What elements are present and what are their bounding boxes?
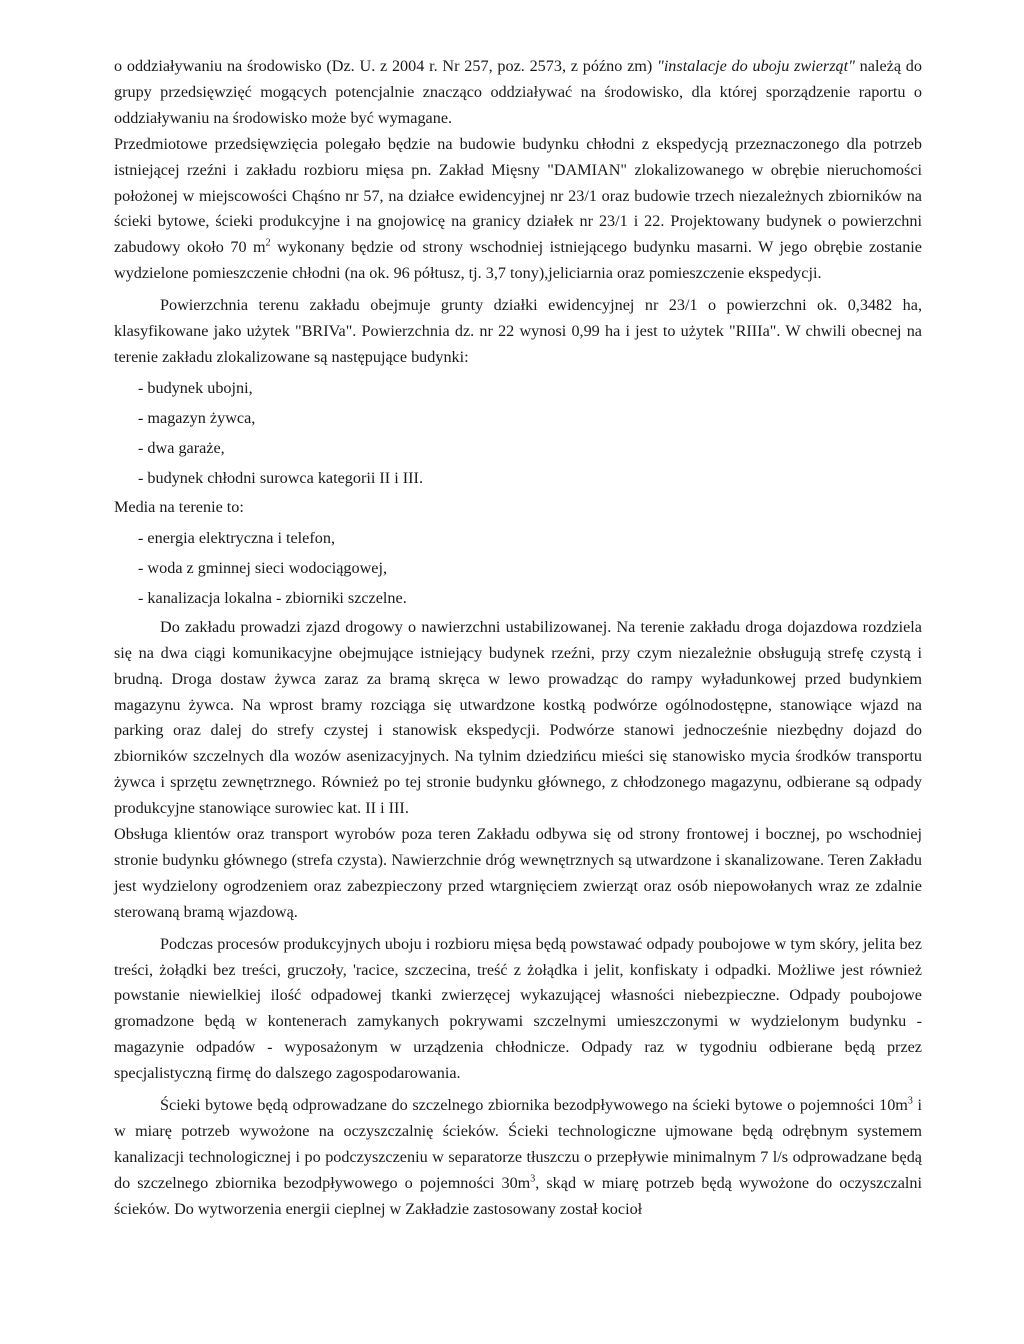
text-span: i w miarę potrzeb wywożone na oczyszczalnię ścieków. Ścieki technologiczne ujmowane będą odrębnym systemem kanalizacji technologicznej i po podczyszczeniu w separatorze tłuszczu o przepływie minimalnym 7 l/s odprowadzane będą do szczelnego zbiornika bezodpływowego o pojemności 30m — [114, 1096, 922, 1192]
text-span: o oddziaływaniu na środowisko (Dz. U. z 2004 r. Nr 257, poz. 2573, z późno zm) — [114, 57, 658, 75]
paragraph-site-area: Powierzchnia terenu zakładu obejmuje grunty działki ewidencyjnej nr 23/1 o powierzchni ok. 0,3482 ha, klasyfikowane jako użytek "BRIVa". Powierzchnia dz. nr 22 wynosi 0,99 ha i jest to użytek "RIIIa". W chwili obecnej na terenie zakładu zlokalizowane są następujące budynki: — [114, 296, 922, 366]
media-list — [138, 523, 922, 613]
list-item: - dwa garaże, — [138, 438, 225, 457]
list-item: - budynek chłodni surowca kategorii II i III. — [138, 468, 423, 487]
text-span: Ścieki bytowe będą odprowadzane do szczelnego zbiornika bezodpływowego na ścieki bytowe o pojemności 10m — [160, 1096, 908, 1115]
buildings-list — [138, 373, 922, 493]
superscript: 3 — [907, 1095, 913, 1107]
italic-quote: "instalacje do uboju zwierząt" — [657, 57, 855, 75]
document-body — [114, 54, 922, 1223]
list-item: - woda z gminnej sieci wodociągowej, — [138, 558, 388, 577]
list-item: - energia elektryczna i telefon, — [138, 528, 335, 547]
list-item: - budynek ubojni, — [138, 378, 253, 397]
paragraph-waste: Podczas procesów produkcyjnych uboju i rozbioru mięsa będą powstawać odpady poubojowe w tym skóry, jelita bez treści, żołądki bez treści, gruczoły, 'racice, szczecina, treść z żołądka i jelit, konfiskaty i odpadki. Możliwe jest również powstanie niewielkiej ilość odpadowej tkanki zwierzęcej wykazującej własności niebezpieczne. Odpady poubojowe gromadzone będą w kontenerach zamykanych pokrywami szczelnymi umieszczonymi w wydzielonym budynku - magazynie odpadów - wyposażonym w urządzenia chłodnicze. Odpady raz w tygodniu odbierane będą przez specjalistyczną firmę do dalszego zagospodarowania. — [114, 934, 922, 1083]
paragraph-sewage — [114, 1093, 922, 1223]
text-span: Przedmiotowe przedsięwzięcia polegało będzie na budowie budynku chłodni z ekspedycją przeznaczonego dla potrzeb istniejącej rzeźni i zakładu rozbioru mięsa pn. Zakład Mięsny "DAMIAN" zlokalizowanego w obrębie nieruchomości położonej w miejscowości Chąśno nr 57, na działce ewidencyjnej nr 23/1 oraz budowie trzech niezależnych zbiorników na ścieki bytowe, ścieki produkcyjne i na gnojowicę na granicy działek nr 23/1 i 22. Projektowany budynek o powierzchni zabudowy około 70 m — [114, 134, 922, 257]
list-item: - kanalizacja lokalna - zbiorniki szczelne. — [138, 588, 407, 607]
list-item: - magazyn żywca, — [138, 408, 256, 427]
text-span: należą do grupy przedsięwzięć mogących potencjalnie znacząco oddziaływać na środowisko, dla której sporządzenie raportu o oddziaływaniu na środowisko może być wymagane. — [114, 57, 922, 127]
superscript: 3 — [530, 1173, 536, 1185]
paragraph-project — [114, 132, 922, 287]
media-heading: Media na terenie to: — [114, 497, 244, 516]
paragraph-access-road: Do zakładu prowadzi zjazd drogowy o nawierzchni ustabilizowanej. Na terenie zakładu droga dojazdowa rozdziela się na dwa ciągi komunikacyjne obejmujące istniejący budynek rzeźni, przy czym niezależnie obsługują strefę czystą i brudną. Droga dostaw żywca zaraz za bramą skręca w lewo prowadząc do rampy wyładunkowej przed budynkiem magazynu żywca. Na wprost bramy rozciąga się utwardzone kostką podwórze ogólnodostępne, stanowiące wjazd na parking oraz dalej do strefy czystej i stanowisk ekspedycji. Podwórze stanowi jednocześnie niezbędny dojazd do zbiorników szczelnych dla wozów asenizacyjnych. Na tylnim dziedzińcu mieści się stanowisko mycia środków transportu żywca i sprzętu zewnętrznego. Również po tej stronie budynku głównego, z chłodzonego magazynu, odbierane są odpady produkcyjne stanowiące surowiec kat. II i III. — [114, 617, 922, 818]
text-span: wykonany będzie od strony wschodniej istniejącego budynku masarni. W jego obrębie zostanie wydzielone pomieszczenie chłodni (na ok. 96 półtusz, tj. 3,7 tony),jeliciarnia oraz pomieszczenie ekspedycji. — [114, 238, 922, 283]
text-span: , skąd w miarę potrzeb będą wywożone do oczyszczalni ścieków. Do wytworzenia energii cieplnej w Zakładzie zastosowany został kocioł — [114, 1173, 922, 1218]
paragraph-client-service: Obsługa klientów oraz transport wyrobów poza teren Zakładu odbywa się od strony frontowej i bocznej, po wschodniej stronie budynku głównego (strefa czysta). Nawierzchnie dróg wewnętrznych są utwardzone i skanalizowane. Teren Zakładu jest wydzielony ogrodzeniem oraz zabezpieczony przed wtargnięciem zwierząt oraz osób niepowołanych wraz ze zdalnie sterowaną bramą wjazdową. — [114, 825, 922, 921]
superscript: 2 — [265, 237, 271, 249]
paragraph-intro — [114, 54, 922, 132]
